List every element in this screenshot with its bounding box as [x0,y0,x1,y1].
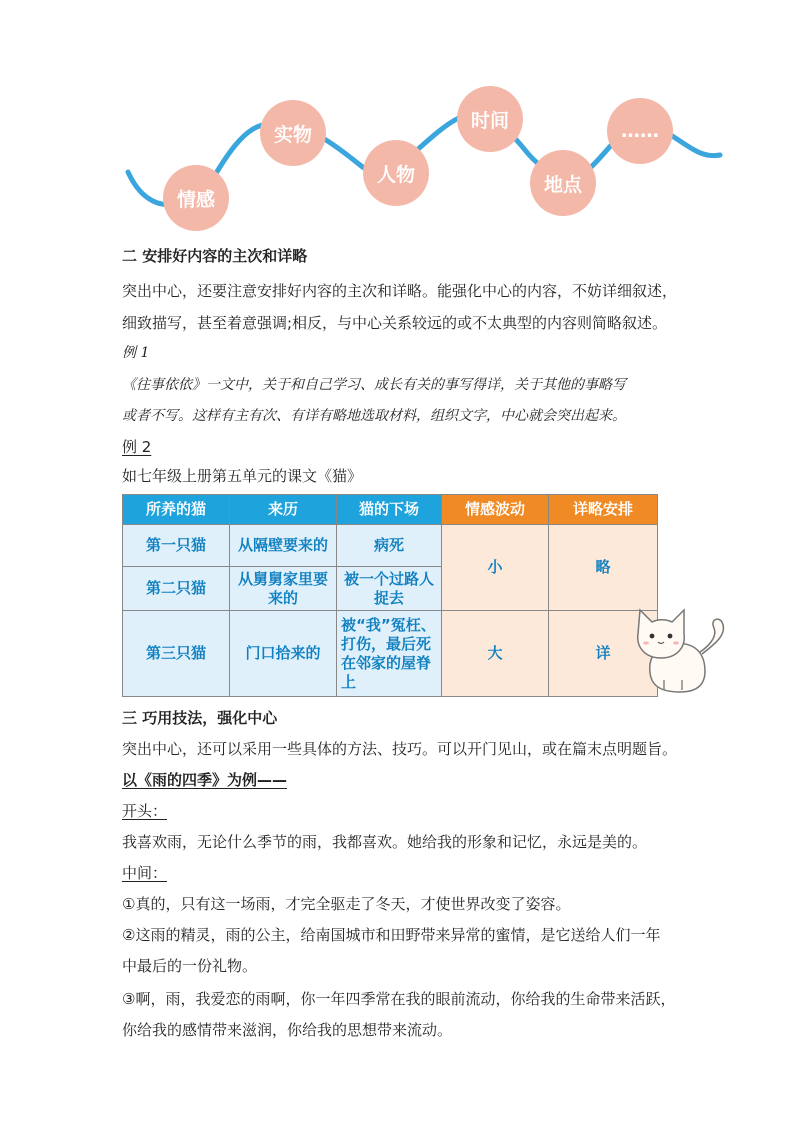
example1-line1: 《往事依依》一文中，关于和自己学习、成长有关的事写得详，关于其他的事略写 [122,377,626,393]
section2-para-line1: 突出中心，还要注意安排好内容的主次和详略。能强化中心的内容，不妨详细叙述， [122,282,678,300]
table-row [123,611,658,697]
bubble-place: 地点 [530,150,596,216]
middle-item2-line1: ②这雨的精灵，雨的公主，给南国城市和田野带来异常的蜜情，是它送给人们一年 [122,926,661,944]
example2-text: 如七年级上册第五单元的课文《猫》 [122,467,363,485]
section2-heading: 二 安排好内容的主次和详略 [122,247,308,265]
detail-detailed: 详 [549,611,658,697]
middle-item1: ①真的，只有这一场雨，才完全驱走了冬天，才使世界改变了姿容。 [122,895,571,913]
header-origin: 来历 [230,495,337,525]
emotion-small: 小 [442,525,549,611]
table-row [123,525,658,567]
bubble-emotion: 情感 [163,165,229,231]
row1-origin: 从隔壁要来的 [230,525,337,567]
section3-heading: 三 巧用技法，强化中心 [122,709,278,727]
example2-label: 例 2 [122,438,152,456]
middle-item3-line2: 你给我的感情带来滋润，你给我的思想带来流动。 [122,1021,453,1039]
middle-item2-line2: 中最后的一份礼物。 [122,957,258,975]
header-detail: 详略安排 [549,495,658,525]
table-header-row [123,495,658,525]
row3-fate: 被“我”冤枉、打伤，最后死在邻家的屋脊上 [337,611,442,697]
opening-text: 我喜欢雨，无论什么季节的雨，我都喜欢。她给我的形象和记忆，永远是美的。 [122,833,648,851]
bubble-object: 实物 [260,100,326,166]
rain-example-heading: 以《雨的四季》为例—— [122,771,288,789]
row2-origin: 从舅舅家里要来的 [230,567,337,611]
header-cat: 所养的猫 [123,495,230,525]
row1-fate: 病死 [337,525,442,567]
row1-cat: 第一只猫 [123,525,230,567]
header-fate: 猫的下场 [337,495,442,525]
topic-wave-diagram [120,80,730,230]
section3-para: 突出中心，还可以采用一些具体的方法、技巧。可以开门见山，或在篇末点明题旨。 [122,740,678,758]
row2-fate: 被一个过路人捉去 [337,567,442,611]
header-emotion: 情感波动 [442,495,549,525]
emotion-big: 大 [442,611,549,697]
row3-cat: 第三只猫 [123,611,230,697]
row3-origin: 门口拾来的 [230,611,337,697]
cat-illustration [630,604,730,696]
example1-label: 例 1 [122,345,150,361]
detail-brief: 略 [549,525,658,611]
bubble-person: 人物 [363,140,429,206]
bubble-etc: …… [607,98,673,164]
opening-label: 开头： [122,802,168,820]
example1-line2: 或者不写。这样有主有次、有详有略地选取材料，组织文字，中心就会突出起来。 [122,408,626,424]
cats-table [122,494,658,697]
middle-label: 中间： [122,864,168,882]
bubble-time: 时间 [457,86,523,152]
row2-cat: 第二只猫 [123,567,230,611]
middle-item3-line1: ③啊，雨，我爱恋的雨啊，你一年四季常在我的眼前流动，你给我的生命带来活跃， [122,990,676,1008]
section2-para-line2: 细致描写，甚至着意强调;相反，与中心关系较远的或不太典型的内容则简略叙述。 [122,314,668,332]
